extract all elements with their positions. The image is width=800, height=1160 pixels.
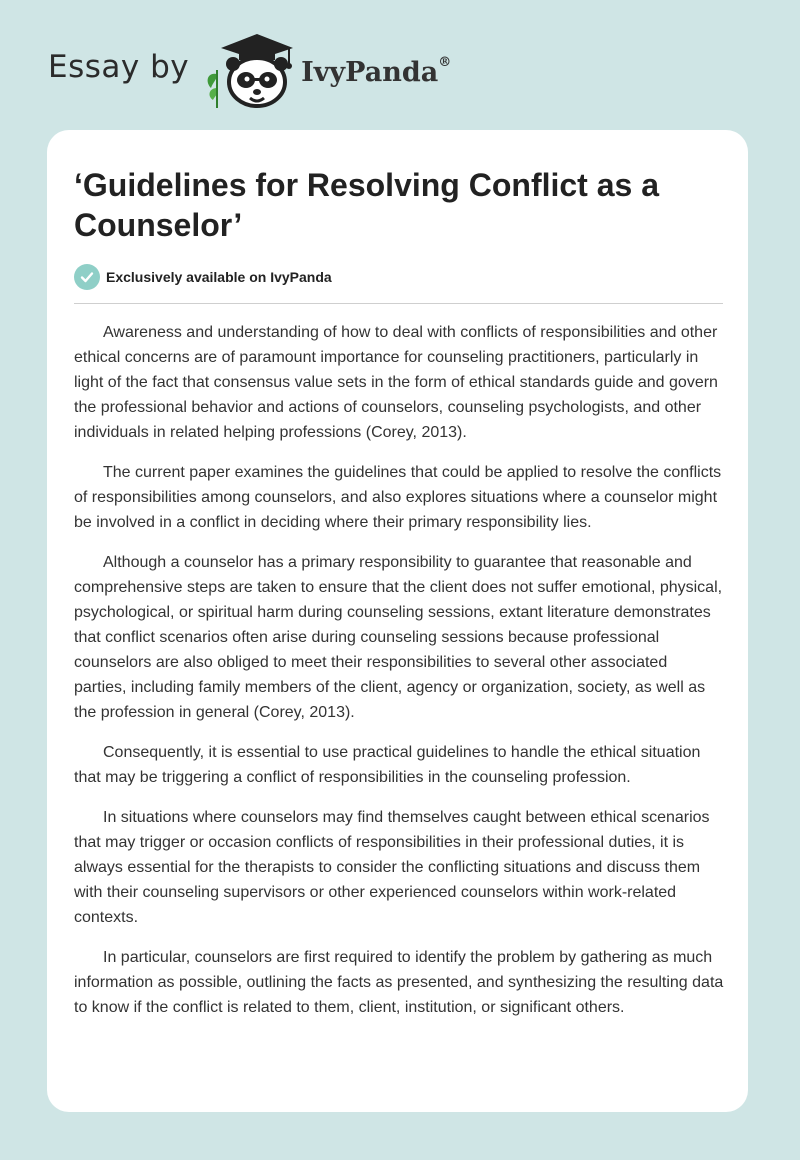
- essay-body: [74, 320, 724, 1035]
- essay-card: [47, 130, 748, 1112]
- paragraph: The current paper examines the guidelines that could be applied to resolve the conflicts of responsibilities among counselors, and also explores situations where a counselor might be involved in a conflict in deciding where their primary responsibility lies.: [74, 464, 722, 531]
- essay-title: ‘Guidelines for Resolving Conflict as a Counselor’: [74, 167, 659, 243]
- exclusive-label: Exclusively available on IvyPanda: [106, 269, 332, 285]
- paragraph: In particular, counselors are first required to identify the problem by gathering as much information as possible, outlining the facts as presented, and synthesizing the resulting data to know if the conflict is related to them, client, institution, or significant others.: [74, 949, 724, 1016]
- paragraph: Consequently, it is essential to use practical guidelines to handle the ethical situation that may be triggering a conflict of responsibilities in the counseling profession.: [74, 744, 701, 786]
- ivy-leaf-icon: [208, 70, 218, 108]
- paragraph: In situations where counselors may find themselves caught between ethical scenarios that may trigger or occasion conflicts of responsibilities in their professional duties, it is always essential for the therapists to consider the conflicting situations and discuss them with their counseling supervisors or other experienced counselors within work-related contexts.: [74, 809, 710, 926]
- paragraph: Although a counselor has a primary responsibility to guarantee that reasonable and comprehensive steps are taken to ensure that the client does not suffer emotional, physical, psychological, or spiritual harm during counseling sessions, extant literature demonstrates that conflict scenarios often arise during counseling sessions because professional counselors are also obliged to meet their responsibilities to several other associated parties, including family members of the client, agency or organization, society, as well as the profession in general (Corey, 2013).: [74, 554, 723, 721]
- paragraph: Awareness and understanding of how to deal with conflicts of responsibilities and other ethical concerns are of paramount importance for counseling practitioners, particularly in light of the fact that consensus value sets in the form of ethical standards guide and govern the professional behavior and actions of counselors, counseling psychologists, and other individuals in related helping professions (Corey, 2013).: [74, 324, 718, 441]
- brand-name[interactable]: [301, 54, 452, 88]
- site-header: [48, 30, 451, 110]
- brand-label: IvyPanda: [301, 56, 439, 88]
- panda-graduation-cap-icon[interactable]: [203, 30, 295, 110]
- exclusive-badge: [74, 264, 332, 290]
- divider: [74, 303, 723, 304]
- essay-by-label: Essay by: [48, 49, 190, 85]
- check-icon: [74, 264, 100, 290]
- registered-mark: ®: [438, 54, 452, 70]
